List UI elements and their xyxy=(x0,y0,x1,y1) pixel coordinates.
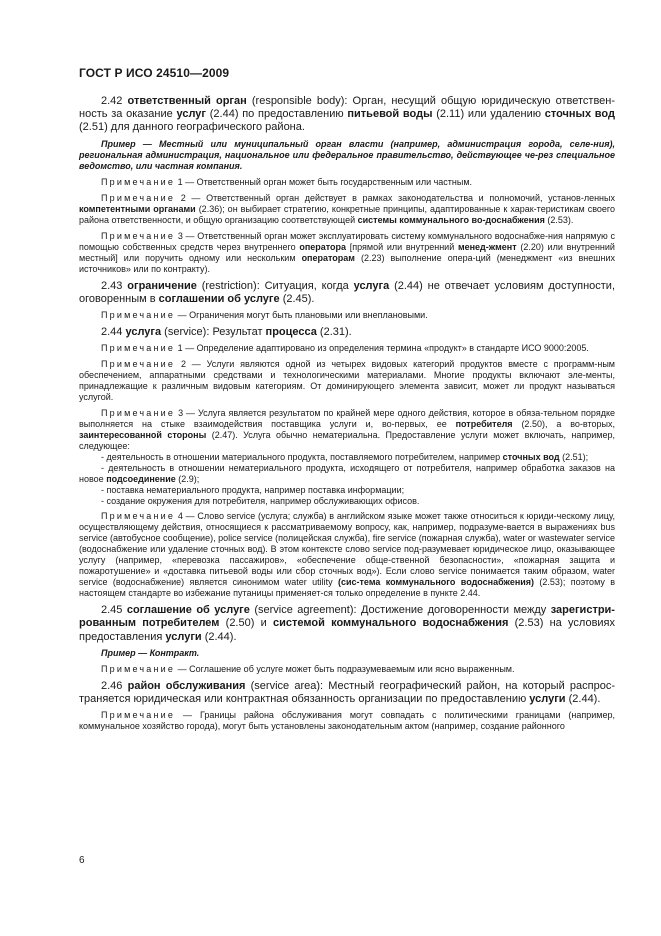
term-title: ограничение xyxy=(127,279,197,292)
term-number: 2.44 xyxy=(101,326,123,339)
term-reference: сточных вод xyxy=(544,108,615,121)
term-title: район обслуживания xyxy=(127,679,246,692)
example-2-42: Пример — Местный или муниципальный орган власти (например, администрация города, селе-ния), региональная администрация, национальное или федеральное правительство, действующее че-рез специальное ведомство, или частная компания. xyxy=(79,138,615,171)
term-number: 2.46 xyxy=(101,679,123,692)
note-label: Примечание xyxy=(101,176,176,187)
note-2-46: Примечание — Границы района обслуживания могут совпадать с политическими границами (например, коммунальное хозяйство города), могут быть установлены законодательным актом (например, создание районного xyxy=(79,710,615,732)
note-label: Примечание xyxy=(101,710,176,721)
list-item: - деятельность в отношении нематериального продукта, исходящего от потребителя, например обработка заказов на новое подсоединение (2.9); xyxy=(79,463,615,485)
note-2-44-1: Примечание 1 — Определение адаптировано из определения термина «продукт» в стандарте ИСО 9000:2005. xyxy=(101,343,589,354)
example-2-45: Пример — Контракт. xyxy=(101,647,200,658)
term-title: соглашение об услуге xyxy=(126,604,250,617)
note-label: Примечание xyxy=(101,359,176,370)
term-title: ответственный орган xyxy=(127,95,247,107)
note-2-42-2: Примечание 2 — Ответственный орган действует в рамках законодательства и полномочий, установ-ленных компетентными органами (2.36); он выбирает стратегию, конкретные принципы, адаптированные к харак-теристикам своего района ответственности, и общую организацию соответствующей системы коммунального во-доснабжения (2.53). xyxy=(79,192,615,225)
term-2-45: 2.45 соглашение об услуге (service agreement): Достижение договоренности между зарегистри-рованным потребителем (2.50) и системой коммунального водоснабжения (2.53) на условиях предоставления услуги (2.44). xyxy=(79,604,616,643)
note-2-44-2: Примечание 2 — Услуги являются одной из четырех видовых категорий продуктов вместе с программ-ным обеспечением, аппаратными средствами и технологическими материалами. Многие продукты включают эле-менты, принадлежащие к различным видовым категориям. От доминирующего элемента зависит, может ли продукт называться услугой. xyxy=(79,359,615,403)
note-label: Примечание xyxy=(101,310,176,321)
note-label: Примечание xyxy=(101,343,176,354)
list-item: - создание окружения для потребителя, например обслуживающих офисов. xyxy=(101,496,420,507)
term-number: 2.45 xyxy=(101,604,123,617)
document-header: ГОСТ Р ИСО 24510—2009 xyxy=(79,66,230,80)
list-item: - поставка нематериального продукта, например поставка информации; xyxy=(101,485,405,496)
document-body xyxy=(79,95,615,737)
term-number: 2.42 xyxy=(101,95,123,107)
note-2-42-3: Примечание 3 — Ответственный орган может эксплуатировать систему коммунального водоснабже-ния напрямую с помощью собственных средств через внутреннего оператора [прямой или внутренний менед-жмент (2.20) или внутренний местный] или поручить одному или нескольким операторам (2.23) выполнение опера-ций (менеджмент «из внешних источников» или по контракту). xyxy=(79,230,615,274)
note-2-44-3: Примечание 3 — Услуга является результатом по крайней мере одного действия, которое в обяза-тельном порядке выполняется на стыке взаимодействия поставщика услуги и, во-первых, ее потребителя (2.50), а во-вторых, заинтересованной стороны (2.47). Услуга обычно нематериальна. Предоставление услуги может включать, например, следующее: xyxy=(79,408,615,452)
list-item: - деятельность в отношении материального продукта, поставляемого потребителем, например сточных вод (2.51); xyxy=(101,452,589,463)
note-label: Примечание xyxy=(101,192,176,203)
note-2-45: Примечание — Соглашение об услуге может быть подразумеваемым или ясно выраженным. xyxy=(101,663,515,674)
term-reference: услуг xyxy=(176,108,207,121)
note-label: Примечание xyxy=(101,663,176,674)
note-2-44-4: Примечание 4 — Слово service (услуга; служба) в английском языке может также относиться к юриди-ческому лицу, осуществляющему действия, относящиеся к рассматриваемому вопросу, как, например, подразуме-вается в выражениях bus service (автобусное сообщение), police service (полицейская служба), fire service (пожарная служба), water or wastewater service (водоснабжение или удаление сточных вод). В этом контексте слово service под-разумевает юридическое лицо, оказывающее услугу (например, «перевозка пассажиров», «обеспечение обще-ственной безопасности», «пожарная защита и пожаротушение» и «доставка питьевой воды или сбор сточных вод»). Если слово service понимается таким образом, water service (водоснабжение) является синонимом water utility (сис-тема коммунального водоснабжения) (2.53); поэтому в настоящем стандарте во избежание путаницы применяет-ся только определение в пункте 2.44. xyxy=(79,511,615,599)
page-number: 6 xyxy=(79,855,85,866)
note-label: Примечание xyxy=(101,408,176,419)
note-2-43: Примечание — Ограничения могут быть плановыми или внеплановыми. xyxy=(101,310,428,321)
note-label: Примечание xyxy=(101,511,176,522)
term-2-44: 2.44 услуга (service): Результат процесса (2.31). xyxy=(101,326,352,339)
note-2-42-1: Примечание 1 — Ответственный орган может быть государственным или частным. xyxy=(101,176,473,187)
term-2-43: 2.43 ограничение (restriction): Ситуация, когда услуга (2.44) не отвечает условиям доступности, оговоренным в соглашении об услуге (2.45). xyxy=(79,279,616,305)
note-label: Примечание xyxy=(101,230,176,241)
term-reference: питьевой воды xyxy=(347,108,433,121)
term-2-42: 2.42 ответственный орган (responsible body): Орган, несущий общую юридическую ответствен-ность за оказание услуг (2.44) по предоставлению питьевой воды (2.11) или удалению сточных вод (2.51) для данного географического района. xyxy=(79,95,616,134)
term-title: услуга xyxy=(125,326,162,339)
term-2-46: 2.46 район обслуживания (service area): Местный географический район, на который распрос-траняется юридическая или контрактная обязанность организации по предоставлению услуги (2.44). xyxy=(79,679,615,706)
term-number: 2.43 xyxy=(101,279,123,292)
